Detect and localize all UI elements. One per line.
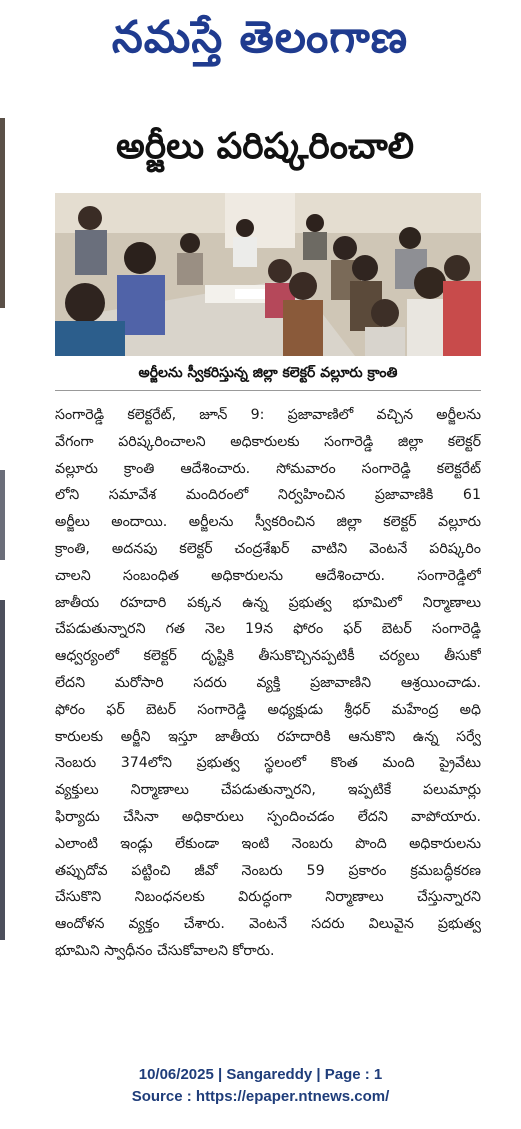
caption-divider [55, 390, 481, 391]
article-line: చాలని సంబంధిత అధికారులను ఆదేశించారు. సంగారెడ్డిలో [55, 567, 481, 584]
article-line: తప్పుదోవ పట్టించి జీవో నెంబరు 59 ప్రకారం క్రమబద్ధీకరణ [55, 862, 481, 879]
photo-caption: అర్జీలను స్వీకరిస్తున్న జిల్లా కలెక్టర్‌ వల్లూరు క్రాంతి [138, 364, 398, 381]
article-line: కారులకు అర్జీని ఇస్తూ జాతీయ రహదారికి ఆనుకొని ఉన్న సర్వే [55, 728, 481, 745]
article-line: ఫోరం ఫర్‌ బెటర్‌ సంగారెడ్డి అధ్యక్షుడు శ్రీధర్‌ మహేంద్ర అధి [55, 701, 481, 718]
article-line: సంగారెడ్డి కలెక్టరేట్‌, జూన్‌ 9: ప్రజావాణిలో వచ్చిన అర్జీలను [55, 407, 481, 423]
article-line: ఫిర్యాదు చేసినా అధికారులు స్పందించడం లేదని వాపోయారు. [55, 808, 481, 825]
page-footer [0, 1064, 521, 1108]
source-link[interactable]: Source : https://epaper.ntnews.com/ [131, 1088, 390, 1105]
article-line: ఆందోళన వ్యక్తం చేశారు. వెంటనే సదరు విలువైన ప్రభుత్వ [55, 916, 481, 933]
article-line: చేసుకొని నిబంధనలకు విరుద్ధంగా నిర్మాణాలు చేస్తున్నారని [55, 889, 481, 906]
article-line: వేగంగా పరిష్కరించాలని అధికారులకు సంగారెడ్డి జిల్లా కలెక్టర్‌ [55, 433, 481, 450]
article-line: నెంబరు 374లోని ప్రభుత్వ స్థలంలో కొంత మంది ప్రైవేటు [55, 755, 481, 772]
article-line: అర్జీలు అందాయి. అర్జీలను స్వీకరించిన జిల్లా కలెక్టర్‌ వల్లూరు [55, 514, 481, 531]
article-line: లేదని మరోసారి సదరు వ్యక్తి ప్రజావాణిని ఆశ్రయించాడు. [55, 674, 481, 691]
article-line: క్రాంతి, అదనపు కలెక్టర్‌ చంద్రశేఖర్‌ వాటిని వెంటనే పరిష్కరిం [55, 540, 481, 557]
article-body [55, 402, 481, 982]
adjacent-page-edge [0, 118, 5, 308]
article-line: లోని సమావేశ మందిరంలో నిర్వహించిన ప్రజావాణికి 61 [55, 487, 481, 504]
news-photo [55, 193, 481, 356]
article-line: వల్లూరు క్రాంతి ఆదేశించారు. సోమవారం సంగారెడ్డి కలెక్టరేట్‌ [55, 460, 481, 477]
edition-info: 10/06/2025 | Sangareddy | Page : 1 [138, 1066, 383, 1083]
adjacent-page-edge [0, 470, 5, 560]
article-line: ఆధ్వర్యంలో కలెక్టర్‌ దృష్టికి తీసుకొచ్చినప్పటికీ చర్యలు తీసుకో [55, 648, 481, 665]
newspaper-masthead: నమస్తే తెలంగాణ [111, 12, 409, 63]
article-line: వ్యక్తులు నిర్మాణాలు చేపడుతున్నారని, ఇప్పటికే పలుమార్లు [55, 782, 481, 799]
article-line: చేపడుతున్నారని గత నెల 19న ఫోరం ఫర్‌ బెటర్‌ సంగారెడ్డి [55, 621, 481, 638]
adjacent-page-edge [0, 600, 5, 940]
article-line: జాతీయ రహదారి పక్కన ఉన్న ప్రభుత్వ భూమిలో నిర్మాణాలు [55, 594, 481, 611]
article-line: ఎలాంటి ఇండ్లు లేకుండా ఇంటి నెంబరు పొంది అధికారులను [55, 835, 481, 852]
article-line: భూమిని స్వాధీనం చేసుకోవాలని కోరారు. [55, 942, 275, 959]
article-headline: అర్జీలు పరిష్కరించాలి [115, 126, 415, 167]
